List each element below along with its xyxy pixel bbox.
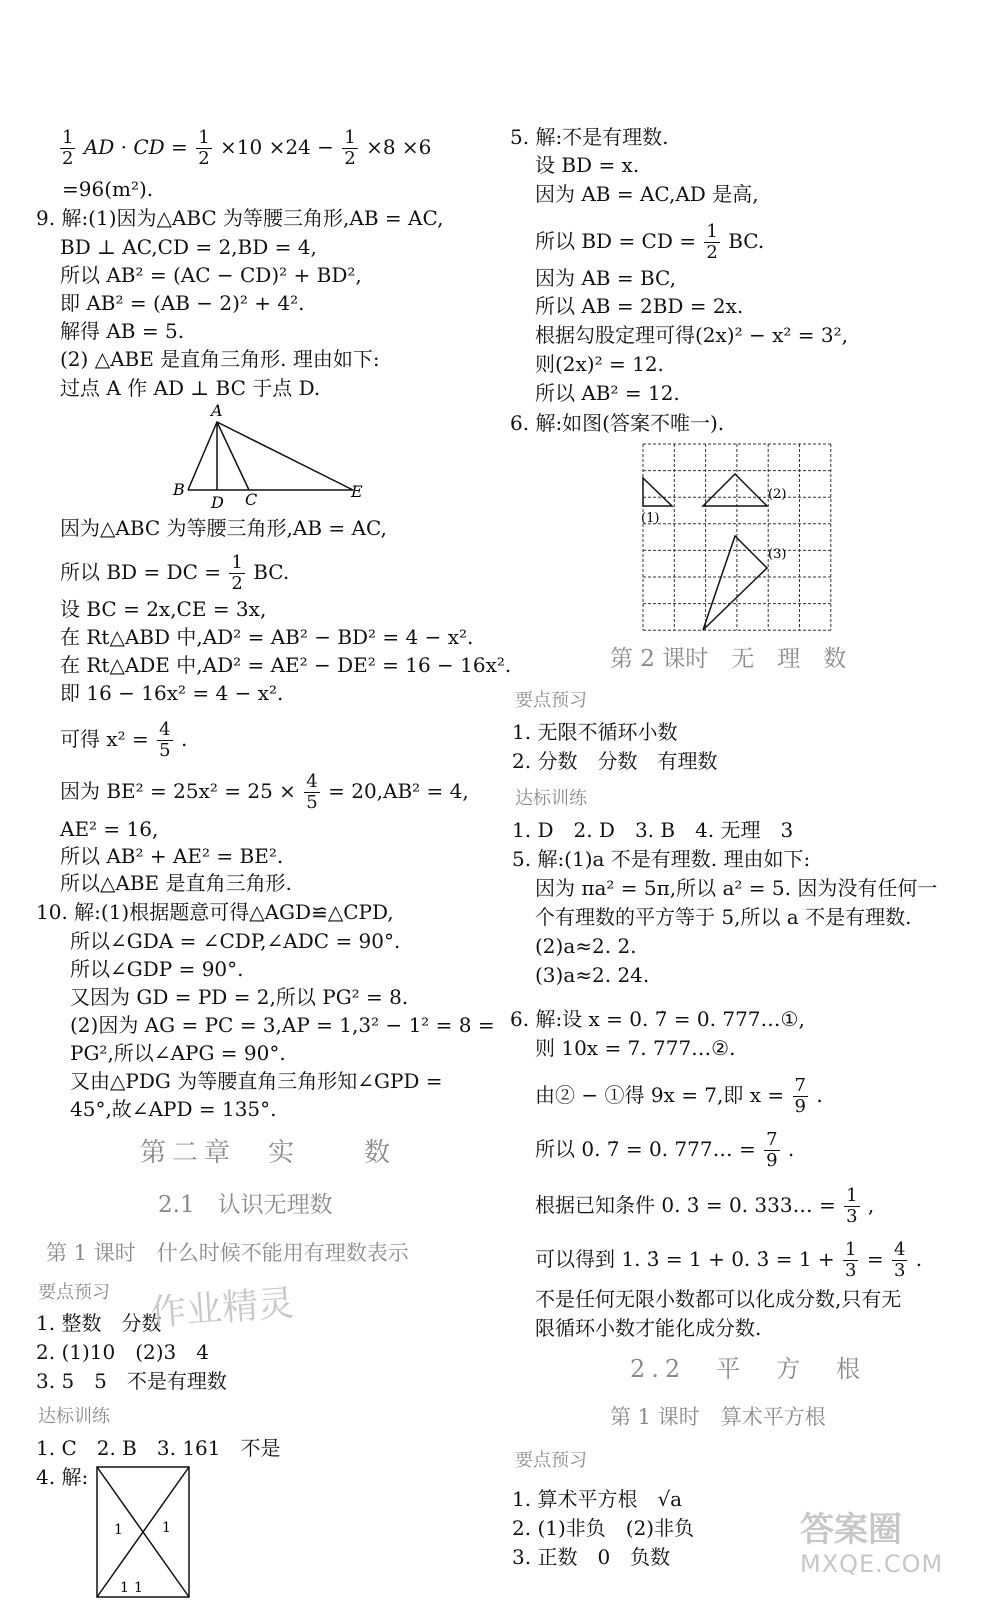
q9-line: (2) △ABE 是直角三角形. 理由如下:	[60, 347, 380, 371]
region-label: 1	[134, 1580, 143, 1596]
q6b-line: 所以 0. 7̇ = 0. 777… = $\frac{7}{9}$ .	[535, 1129, 795, 1171]
label-D: D	[211, 493, 224, 512]
q5-line: 设 BD = x.	[535, 153, 640, 177]
q10-line: 又由△PDG 为等腰直角三角形知∠GPD =	[70, 1069, 443, 1093]
area-result: =96(m²).	[62, 177, 154, 201]
q10-line: 所以∠GDA = ∠CDP,∠ADC = 90°.	[70, 929, 401, 953]
q5-line: 则(2x)² = 12.	[535, 352, 664, 376]
fraction: $\frac{7}{9}$	[766, 1129, 778, 1171]
shape-label: (2)	[768, 487, 787, 502]
answer-line: 因为 πa² = 5π,所以 a² = 5. 因为没有任何一	[535, 876, 938, 900]
q9-line: 即 AB² = (AB − 2)² + 4².	[60, 291, 305, 315]
fraction: $\frac{1}{2}$	[62, 127, 74, 169]
grid-figure	[635, 440, 835, 636]
heading-practice: 达标训练	[515, 788, 587, 809]
q5-line: 5. 解:不是有理数.	[510, 125, 669, 149]
q9b-line: 即 16 − 16x² = 4 − x².	[60, 681, 284, 705]
answer-line: 3. 5 5 不是有理数	[36, 1369, 227, 1393]
q9b-line: 因为△ABC 为等腰三角形,AB = AC,	[60, 516, 387, 540]
q5-line: 因为 AB = BC,	[535, 266, 676, 290]
q6b-line: 不是任何无限小数都可以化成分数,只有无	[535, 1287, 902, 1311]
answer-line: 2. (1)10 (2)3 4	[36, 1340, 209, 1364]
section-title: 2.1 认识无理数	[158, 1192, 333, 1218]
lesson-title: 第 2 课时 无 理 数	[610, 646, 847, 672]
answer-line: 4. 解:	[36, 1465, 89, 1489]
q6b-line: 可以得到 1. 3̇ = 1 + 0. 3̇ = 1 + $\frac{1}{3}$ = $\frac{4}{3}$ .	[535, 1239, 923, 1281]
fraction: $\frac{4}{5}$	[159, 719, 171, 761]
fraction: $\frac{1}{3}$	[846, 1185, 858, 1227]
label-A: A	[211, 401, 223, 420]
label-E: E	[351, 482, 363, 501]
q9-line: 9. 解:(1)因为△ABC 为等腰三角形,AB = AC,	[36, 206, 444, 230]
q6-line: 6. 解:如图(答案不唯一).	[510, 411, 725, 435]
answer-line: 1. 算术平方根 √a	[512, 1487, 683, 1511]
fraction: $\frac{4}{3}$	[893, 1239, 906, 1281]
q5-line: 所以 AB = 2BD = 2x.	[535, 294, 744, 318]
shape-label: (1)	[641, 511, 660, 526]
answer-line: 个有理数的平方等于 5,所以 a 不是有理数.	[535, 905, 912, 929]
answer-line: 1. C 2. B 3. 161 不是	[36, 1436, 281, 1460]
fraction: $\frac{1}{2}$	[706, 221, 718, 263]
q10-line: 45°,故∠APD = 135°.	[70, 1097, 277, 1121]
q9b-line: 设 BC = 2x,CE = 3x,	[60, 597, 267, 621]
answer-line: 1. 无限不循环小数	[512, 720, 678, 744]
section-title: 2.2 平 方 根	[630, 1355, 867, 1383]
q10-line: (2)因为 AG = PC = 3,AP = 1,3² − 1² = 8 =	[70, 1013, 495, 1037]
q6b-line: 6. 解:设 x = 0. 7̇ = 0. 777…①,	[510, 1007, 805, 1031]
triangle-figure	[165, 400, 375, 512]
answer-line: (3)a≈2. 24.	[535, 963, 650, 987]
fraction: $\frac{7}{9}$	[794, 1075, 806, 1117]
square-diagonals-figure	[96, 1466, 192, 1600]
shape-2	[703, 474, 767, 506]
q6b-line: 由② − ①得 9x = 7,即 x = $\frac{7}{9}$ .	[535, 1075, 823, 1117]
q10-line: 又因为 GD = PD = 2,所以 PG² = 8.	[70, 985, 409, 1009]
watermark-logo	[800, 1510, 990, 1590]
q9b-line: 在 Rt△ADE 中,AD² = AE² − DE² = 16 − 16x².	[60, 653, 512, 677]
watermark-url: MXQE.COM	[800, 1550, 944, 1578]
region-label: 1	[114, 1522, 123, 1538]
q9b-line: 所以△ABE 是直角三角形.	[60, 871, 292, 895]
q5-line: 所以 BD = CD = $\frac{1}{2}$ BC.	[535, 221, 765, 263]
heading-preview: 要点预习	[515, 1450, 587, 1471]
q6b-line: 限循环小数才能化成分数.	[535, 1316, 762, 1340]
lesson-title: 第 1 课时 算术平方根	[610, 1405, 826, 1429]
q9-line: 所以 AB² = (AC − CD)² + BD²,	[60, 263, 362, 287]
q10-line: 所以∠GDP = 90°.	[70, 957, 244, 981]
q9-line: 解得 AB = 5.	[60, 319, 185, 343]
shape-1	[643, 478, 672, 506]
answer-line: 1. D 2. D 3. B 4. 无理 3	[512, 818, 794, 842]
heading-preview: 要点预习	[515, 690, 587, 711]
q6b-line: 则 10x = 7. 777…②.	[535, 1036, 736, 1060]
label-C: C	[245, 490, 258, 509]
q9b-line: 所以 AB² + AE² = BE².	[60, 844, 284, 868]
fraction: $\frac{4}{5}$	[306, 771, 318, 813]
answer-line: (2)a≈2. 2.	[535, 934, 637, 958]
q10-line: 10. 解:(1)根据题意可得△AGD≌△CPD,	[36, 900, 394, 924]
answer-line: 3. 正数 0 负数	[512, 1545, 671, 1569]
q5-line: 所以 AB² = 12.	[535, 381, 680, 405]
area-equation: $\frac{1}{2}$ AD · CD = $\frac{1}{2}$ ×10 ×24 − $\frac{1}{2}$ ×8 ×6	[62, 127, 432, 169]
heading-preview: 要点预习	[38, 1282, 110, 1303]
answer-line: 1. 整数 分数	[36, 1311, 162, 1335]
q5-line: 因为 AB = AC,AD 是高,	[535, 182, 759, 206]
fraction: $\frac{1}{3}$	[845, 1239, 857, 1281]
q5-line: 根据勾股定理可得(2x)² − x² = 3²,	[535, 323, 848, 347]
region-label: 1	[120, 1580, 129, 1596]
watermark-text: 作业精灵	[148, 1283, 296, 1334]
chapter-title: 第二章 实 数	[140, 1138, 397, 1168]
q9-line: 过点 A 作 AD ⊥ BC 于点 D.	[60, 376, 321, 400]
q9b-line: 因为 BE² = 25x² = 25 × $\frac{4}{5}$ = 20,AB² = 4,	[60, 771, 469, 813]
fraction: $\frac{1}{2}$	[198, 127, 210, 169]
q9b-line: AE² = 16,	[60, 817, 159, 841]
q6b-line: 根据已知条件 0. 3̇ = 0. 333… = $\frac{1}{3}$ ,	[535, 1185, 875, 1227]
fraction: $\frac{1}{2}$	[231, 552, 243, 594]
answer-line: 2. 分数 分数 有理数	[512, 749, 718, 773]
q9-line: BD ⊥ AC,CD = 2,BD = 4,	[60, 235, 317, 259]
shape-label: (3)	[768, 547, 787, 562]
answer-line: 5. 解:(1)a 不是有理数. 理由如下:	[512, 847, 811, 871]
q9b-line: 所以 BD = DC = $\frac{1}{2}$ BC.	[60, 552, 290, 594]
fraction: $\frac{1}{2}$	[344, 127, 356, 169]
watermark-logo-text: 答案圈	[800, 1510, 902, 1550]
q10-line: PG²,所以∠APG = 90°.	[70, 1041, 286, 1065]
q9b-line: 可得 x² = $\frac{4}{5}$ .	[60, 719, 188, 761]
region-label: 1	[162, 1520, 171, 1536]
q9b-line: 在 Rt△ABD 中,AD² = AB² − BD² = 4 − x².	[60, 625, 474, 649]
answer-line: 2. (1)非负 (2)非负	[512, 1516, 695, 1540]
lesson-title: 第 1 课时 什么时候不能用有理数表示	[46, 1241, 409, 1265]
label-B: B	[173, 480, 185, 499]
heading-practice: 达标训练	[38, 1406, 110, 1427]
